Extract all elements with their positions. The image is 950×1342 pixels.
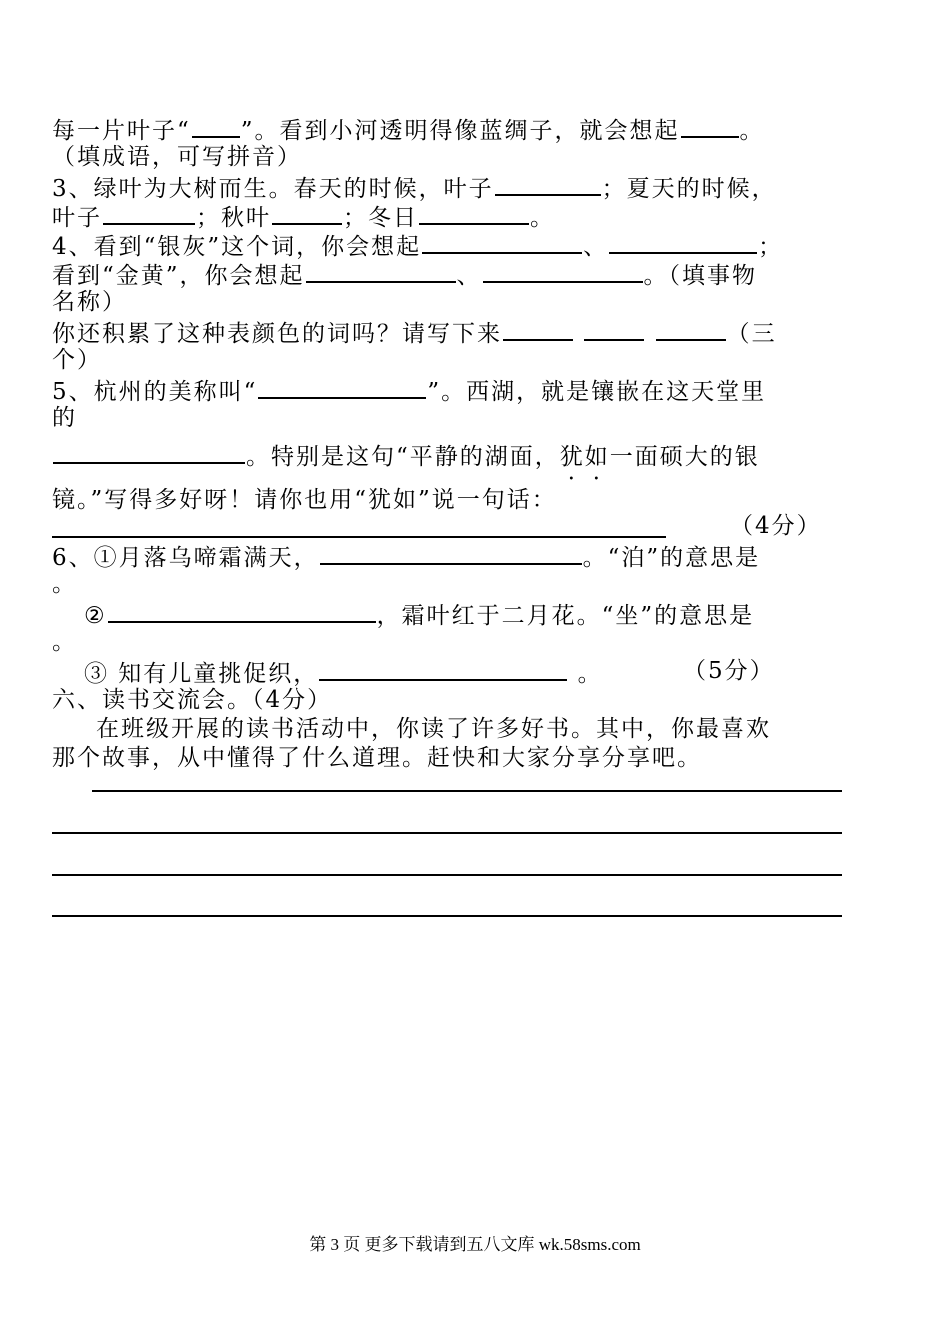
text: 。特别是这句“平静的湖面， [246, 444, 560, 470]
answer-blank[interactable] [419, 201, 529, 225]
answer-blank[interactable] [495, 172, 601, 196]
text: 。 [530, 205, 555, 231]
line-22 [52, 744, 852, 772]
line-8 [52, 317, 852, 348]
text: 在班级开展的读书活动中，你读了许多好书。其中，你最喜欢 [96, 716, 771, 742]
answer-blank[interactable] [503, 317, 573, 341]
line-4 [52, 201, 852, 232]
writing-line-1[interactable] [92, 790, 842, 792]
answer-blank[interactable] [103, 201, 195, 225]
text: 每一片叶子“ [52, 118, 191, 144]
text: 你还积累了这种表颜色的词吗？请写下来 [52, 321, 502, 347]
text: 一面硕大的银 [609, 444, 760, 470]
text: ”。看到小河透明得像蓝绸子，就会想起 [240, 118, 680, 144]
section-heading: 六、读书交流会。（4分） [52, 687, 333, 713]
text: 叶子 [52, 205, 102, 231]
text: 那个故事，从中懂得了什么道理。赶快和大家分享分享吧。 [52, 745, 702, 771]
text: 5、杭州的美称叫“ [52, 379, 258, 405]
line-1 [52, 114, 852, 145]
line-19-score [683, 657, 803, 685]
answer-blank[interactable] [584, 317, 644, 341]
line-15 [52, 541, 852, 572]
line-13 [52, 486, 852, 514]
text: 3、绿叶为大树而生。春天的时候，叶子 [52, 176, 494, 202]
line-20 [52, 686, 852, 714]
text: 6、①月落乌啼霜满天， [52, 545, 319, 571]
writing-line-3[interactable] [52, 874, 842, 876]
text: 。“泊”的意思是 [582, 545, 761, 571]
line-9 [52, 346, 852, 374]
line-14 [730, 512, 850, 540]
answer-blank[interactable] [320, 541, 582, 565]
text: ③ 知有儿童挑促织， [84, 661, 319, 687]
line-16 [52, 570, 852, 598]
line-21 [96, 715, 856, 743]
line-5 [52, 230, 852, 261]
line-6 [52, 259, 852, 290]
text: （三 [726, 321, 777, 347]
answer-blank[interactable] [108, 599, 376, 623]
text: 镜。”写得多好呀！请你也用“犹如”说一句话： [52, 487, 557, 513]
answer-blank[interactable] [192, 114, 240, 138]
text: 、 [456, 263, 482, 289]
answer-blank[interactable] [656, 317, 726, 341]
answer-blank[interactable] [306, 259, 456, 283]
answer-blank[interactable] [272, 201, 342, 225]
answer-line[interactable] [52, 536, 666, 538]
line-11 [52, 404, 852, 432]
text: ；秋叶 [196, 205, 271, 231]
line-17 [84, 599, 854, 630]
text: 的 [52, 405, 77, 431]
line-3 [52, 172, 852, 203]
writing-line-4[interactable] [52, 915, 842, 917]
text: 个） [52, 347, 102, 373]
text: 看到“金黄”，你会想起 [52, 263, 305, 289]
text: ，霜叶红于二月花。“坐”的意思是 [376, 603, 755, 629]
line-10 [52, 375, 852, 406]
text: 名称） [52, 289, 127, 315]
text: 。 [52, 629, 77, 655]
text: 。 [739, 118, 765, 144]
score-label: （5分） [683, 658, 775, 684]
text: （填成语，可写拼音） [52, 144, 302, 170]
score-label: （4分） [730, 513, 822, 539]
text: 。 [52, 571, 77, 597]
answer-blank[interactable] [258, 375, 426, 399]
emphasis-dot-char: 如 [584, 444, 610, 470]
text: ；夏天的时候， [601, 176, 777, 202]
text: ；冬日 [343, 205, 418, 231]
line-18 [52, 628, 852, 656]
answer-blank[interactable] [609, 230, 757, 254]
line-2 [52, 143, 852, 171]
text: ② [84, 603, 107, 629]
line-12 [52, 440, 852, 471]
answer-blank[interactable] [319, 657, 567, 681]
line-7 [52, 288, 852, 316]
text: 、 [583, 234, 609, 260]
text: 4、看到“银灰”这个词，你会想起 [52, 234, 422, 260]
writing-line-2[interactable] [52, 832, 842, 834]
answer-blank[interactable] [53, 440, 245, 464]
answer-blank[interactable] [681, 114, 739, 138]
emphasis-dot-char: 犹 [559, 444, 585, 470]
page-footer: 第 3 页 更多下载请到五八文库 wk.58sms.com [309, 1235, 641, 1254]
text: 。 [577, 661, 603, 687]
answer-blank[interactable] [422, 230, 582, 254]
text: 。（填事物 [643, 263, 758, 289]
text: ”。西湖，就是镶嵌在这天堂里 [427, 379, 767, 405]
answer-blank[interactable] [483, 259, 643, 283]
text: ； [758, 234, 784, 260]
